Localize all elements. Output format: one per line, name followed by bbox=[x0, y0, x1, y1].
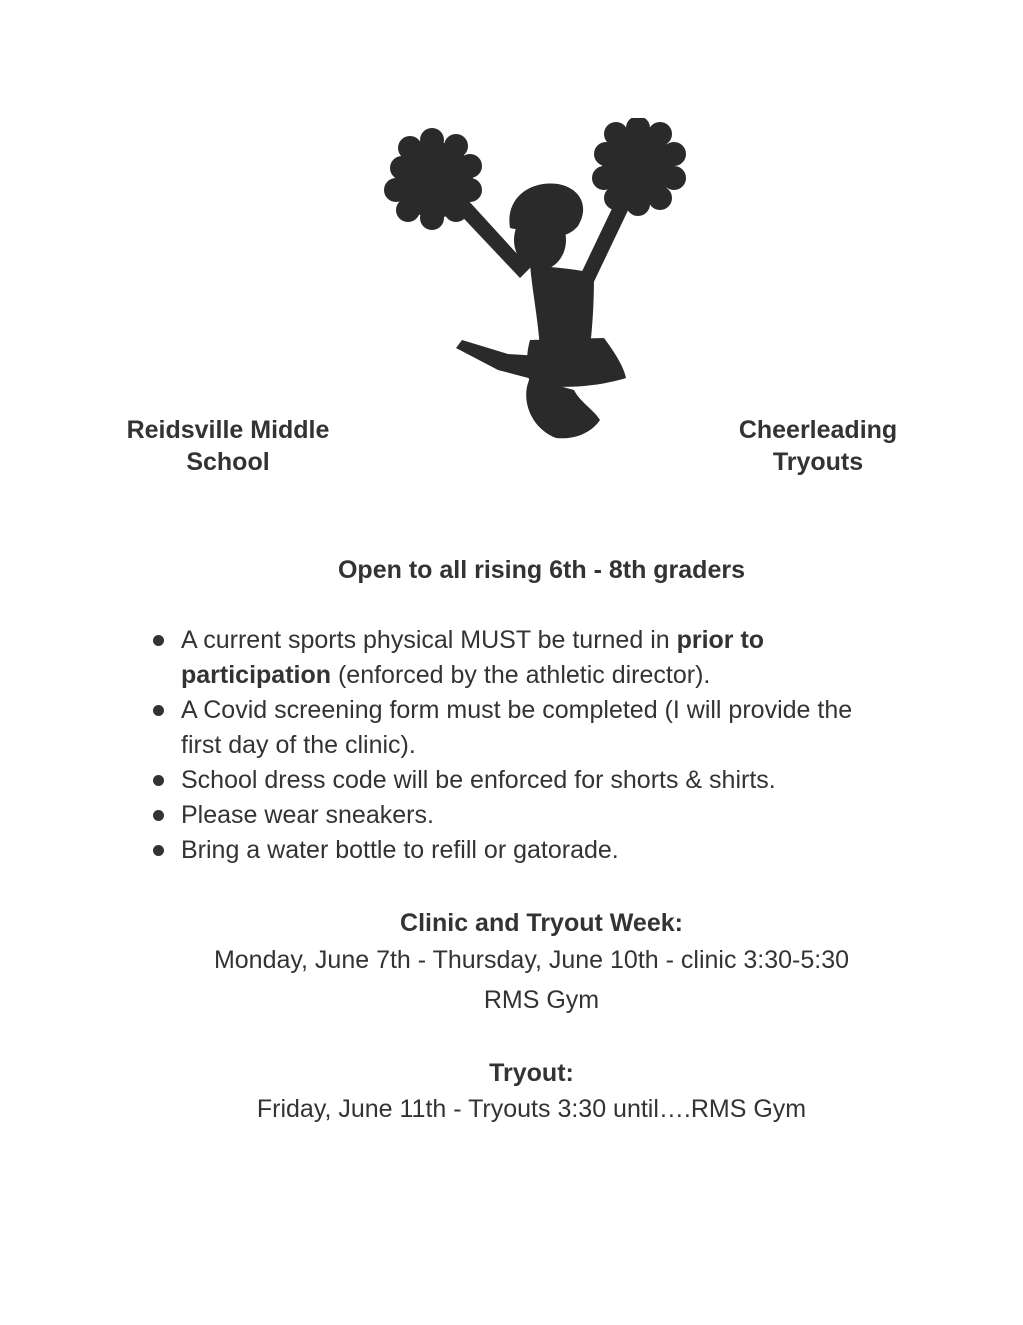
event-title-heading bbox=[700, 414, 936, 478]
requirement-physical-bold2: participation bbox=[181, 661, 332, 689]
requirement-sneakers-text: Please wear sneakers. bbox=[181, 801, 434, 829]
eligibility-text: Open to all rising 6th - 8th graders bbox=[337, 556, 745, 584]
clinic-dates: Monday, June 7th - Thursday, June 10th - clinic 3:30-5:30 bbox=[213, 946, 850, 974]
bullet-icon bbox=[153, 845, 164, 856]
requirement-item-dress-code bbox=[150, 763, 930, 798]
requirement-item-sneakers bbox=[150, 798, 930, 833]
requirement-physical-bold1: prior to bbox=[676, 626, 765, 654]
requirement-covid-line2: first day of the clinic). bbox=[181, 731, 416, 759]
right-pompom bbox=[592, 118, 686, 216]
requirement-item-water bbox=[150, 833, 930, 868]
requirement-physical-post: (enforced by the athletic director). bbox=[331, 661, 711, 689]
school-name-heading bbox=[100, 414, 356, 478]
requirement-physical-pre: A current sports physical MUST be turned in bbox=[181, 626, 677, 654]
requirements-list bbox=[150, 623, 930, 868]
school-name-line1: Reidsville Middle bbox=[126, 416, 330, 444]
requirement-dress-code-text: School dress code will be enforced for shorts & shirts. bbox=[181, 766, 776, 794]
school-name-line2: School bbox=[186, 448, 270, 476]
bullet-icon bbox=[153, 635, 164, 646]
bullet-icon bbox=[153, 775, 164, 786]
event-title-line1: Cheerleading bbox=[738, 416, 898, 444]
clinic-heading: Clinic and Tryout Week: bbox=[400, 909, 683, 937]
tryout-details: Friday, June 11th - Tryouts 3:30 until….RMS Gym bbox=[256, 1095, 807, 1123]
cheerleader-silhouette-image bbox=[380, 118, 700, 448]
bullet-icon bbox=[153, 810, 164, 821]
requirement-covid-line1: A Covid screening form must be completed (I will provide the bbox=[181, 696, 853, 724]
requirement-water-text: Bring a water bottle to refill or gatorade. bbox=[181, 836, 619, 864]
tryout-heading: Tryout: bbox=[489, 1059, 574, 1087]
clinic-location: RMS Gym bbox=[483, 986, 600, 1014]
event-title-line2: Tryouts bbox=[772, 448, 864, 476]
requirement-item-physical bbox=[150, 623, 930, 693]
bullet-icon bbox=[153, 705, 164, 716]
requirement-item-covid bbox=[150, 693, 930, 763]
